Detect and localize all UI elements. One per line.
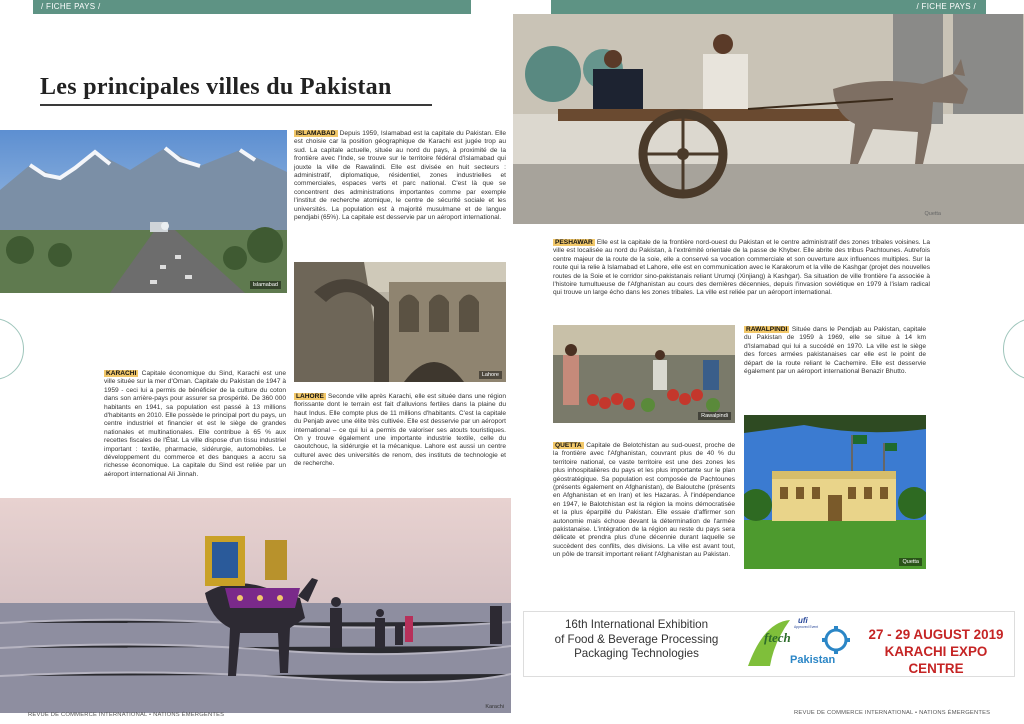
exhibition-banner[interactable] (523, 611, 1015, 677)
body-karachi: Capitale économique du Sind, Karachi est une ville située sur la mer d'Oman. Capitale du Pakistan de 1947 à 1959 - ceci lui a permis de bénéficier de la culture du coton dans son arrière-pays pour assurer sa prospérité. De 360 000 habitants en 1941, sa population est passé à 13 millions d'habitants en 2010. Elle possède le principal port du pays, un centre industriel et financier et est le siège de grandes nationales et multinationales. Elle contribue à 65 % aux recettes fiscales de l'État. La ville dispose d'un tissu industriel important : textile, pharmacie, sidérurgie, automobiles. Le développement du commerce et des banques a accru sa richesse économique. La capitale du Sind est reliée par un aéroport international Ali Jinnah. (104, 370, 286, 478)
header-bar-right (551, 0, 986, 14)
banner-line3: Packaging Technologies (574, 647, 699, 660)
banner-dates-block (862, 626, 1010, 677)
logo-word: ftech (764, 630, 791, 645)
text-peshawar (553, 239, 930, 298)
photo-karachi-beach (0, 498, 511, 713)
banner-line2: of Food & Beverage Processing (554, 632, 719, 646)
caption-quetta-building: Quetta (899, 558, 922, 566)
city-tag-islamabad: ISLAMABAD (296, 130, 336, 137)
text-karachi (104, 370, 286, 479)
photo-lahore (294, 262, 506, 382)
caption-islamabad: Islamabad (250, 281, 281, 289)
ufi-badge: ufi (798, 616, 808, 625)
body-peshawar: Elle est la capitale de la frontière nord-ouest du Pakistan et le centre administratif des zones tribales voisines. La ville est localisée au nord du Pakistan, à l'extrémité orientale de la passe de Khyber. Elle abrite des tribus Pachtounes. Autrefois centre majeur de la route de la soie, elle a conservé sa vocation commerciale et son ouverture aux influences multiples. Sur la route qui la relie à Islamabad et Lahore, elle est en communication avec le Karakorum et la ville de Kashgar (projet des nouvelles routes de la Soie et le corridor sino-pakistanais reliant Urumqi (Xinjiang) à Kashgar). Sa situation de ville frontière l'a associée à l'histoire tumultueuse de l'Afghanistan au cours des dernières décennies, depuis l'invasion soviétique en 1979 à l'islam radical qui trouve un large écho dans les zones tribales. La ville est reliée par un aéroport international. (553, 239, 930, 297)
caption-lahore: Lahore (479, 371, 502, 379)
body-lahore: Seconde ville après Karachi, elle est située dans une région florissante dont le terrain est fait d'alluvions fertiles dans la plaine du haut Indus. Elle compte plus de 11 millions d'habitants. C'est la capitale du Penjab avec une élite très cultivée. Elle est desservie par un aéroport international – ce qui lui a permis de valoriser ses atouts touristiques. On y trouve également une importante industrie textile, celle du caoutchouc, la sidérurgie et la mécanique. Lahore est aussi un centre culturel avec des universités de renom, des instituts de technologie et de recherche. (294, 393, 506, 468)
section-label-right: / FICHE PAYS / (916, 2, 976, 11)
banner-text (534, 618, 739, 662)
city-tag-karachi: KARACHI (106, 370, 137, 377)
photo-islamabad (0, 130, 287, 293)
ftech-logo (744, 614, 856, 674)
header-bar-left (33, 0, 471, 14)
city-tag-rawalpindi: RAWALPINDI (746, 326, 788, 333)
banner-line1: 16th International Exhibition (564, 618, 709, 631)
body-rawalpindi: Située dans le Pendjab au Pakistan, capitale du Pakistan de 1959 à 1969, elle se situe à 14 km d'Islamabad qui lui a succédé en 1970. La ville est le siège des forces armées pakistanaises car elle est le point de départ de la route reliant le Cachemire. Elle est desservie également par un aéroport international Benazir Bhutto. (744, 326, 926, 376)
photo-quetta-cart (513, 14, 1024, 224)
logo-country: Pakistan (790, 654, 836, 666)
page-title: Les principales villes du Pakistan (40, 74, 392, 100)
banner-dates: 27 - 29 AUGUST 2019 (868, 627, 1004, 642)
text-rawalpindi (744, 326, 926, 376)
photo-rawalpindi (553, 325, 735, 423)
ufi-badge-sub: Approved Event (794, 625, 819, 629)
footer-right: REVUE DE COMMERCE INTERNATIONAL • NATIONS ÉMERGENTES (794, 710, 991, 716)
footer-left: REVUE DE COMMERCE INTERNATIONAL • NATIONS ÉMERGENTES (28, 712, 225, 718)
decorative-ring-left (0, 318, 24, 380)
banner-venue: KARACHI EXPO CENTRE (884, 644, 988, 676)
caption-karachi: Karachi (485, 704, 504, 710)
caption-rawalpindi: Rawalpindi (698, 412, 731, 420)
text-lahore (294, 393, 506, 469)
caption-quetta-cart: Quetta (924, 211, 941, 217)
city-tag-quetta: QUETTA (555, 442, 582, 449)
section-label-left: / FICHE PAYS / (41, 2, 101, 11)
title-rule (40, 104, 432, 106)
body-quetta: Capitale de Belotchistan au sud-ouest, proche de la frontière avec l'Afghanistan, couvrant plus de 40 % du territoire national, ce vaste territoire est une des zones les plus inhospitalières du pays et les plus importante sur le plan géostratégique. Sa population est composée de Pachtounes (présents également en Afghanistan), de Baloutche (présents en Afghanistan et en Iran) et les Hazaras. À l'indépendance en 1947, le Balotchistan est la région la moins démocratisée et la plus éparpillé du Pakistan. Elle essaie d'affirmer son autonomie mais échoue devant la détermination de l'armée pakistanaise. L'intégration de la région au reste du pays sera délicate et prendra plus d'une décennie durant laquelle se succèdent des conflits, des divisions. La ville est avant tout, un pôle de transit important reliant l'Afghanistan au Pakistan. (553, 442, 735, 559)
city-tag-lahore: LAHORE (296, 393, 324, 400)
decorative-ring-right (1003, 318, 1024, 380)
body-islamabad: Depuis 1959, Islamabad est la capitale du Pakistan. Elle est choisie car la position géographique de Karachi est jugée trop au sud. La capitale actuelle, située au nord du pays, à proximité de la frontière avec l'Inde, se trouve sur le territoire fédéral d'Islamabad qui jouxte la ville de Rawalindi. Elle est divisée en huit secteurs : administratif, diplomatique, résidentiel, zones industrielles et commerciales, espaces verts et parc national. C'est là que se concentrent des administrations importantes comme par exemple l'institut de recherche atomique, le centre de sécurité sociale et les universités. La population est à majorité musulmane et de langue pendjabi (65%). La capitale est desservie par un aéroport international. (294, 130, 506, 222)
text-islamabad (294, 130, 506, 222)
photo-quetta-building (744, 415, 926, 569)
text-quetta (553, 442, 735, 560)
city-tag-peshawar: PESHAWAR (555, 239, 593, 246)
